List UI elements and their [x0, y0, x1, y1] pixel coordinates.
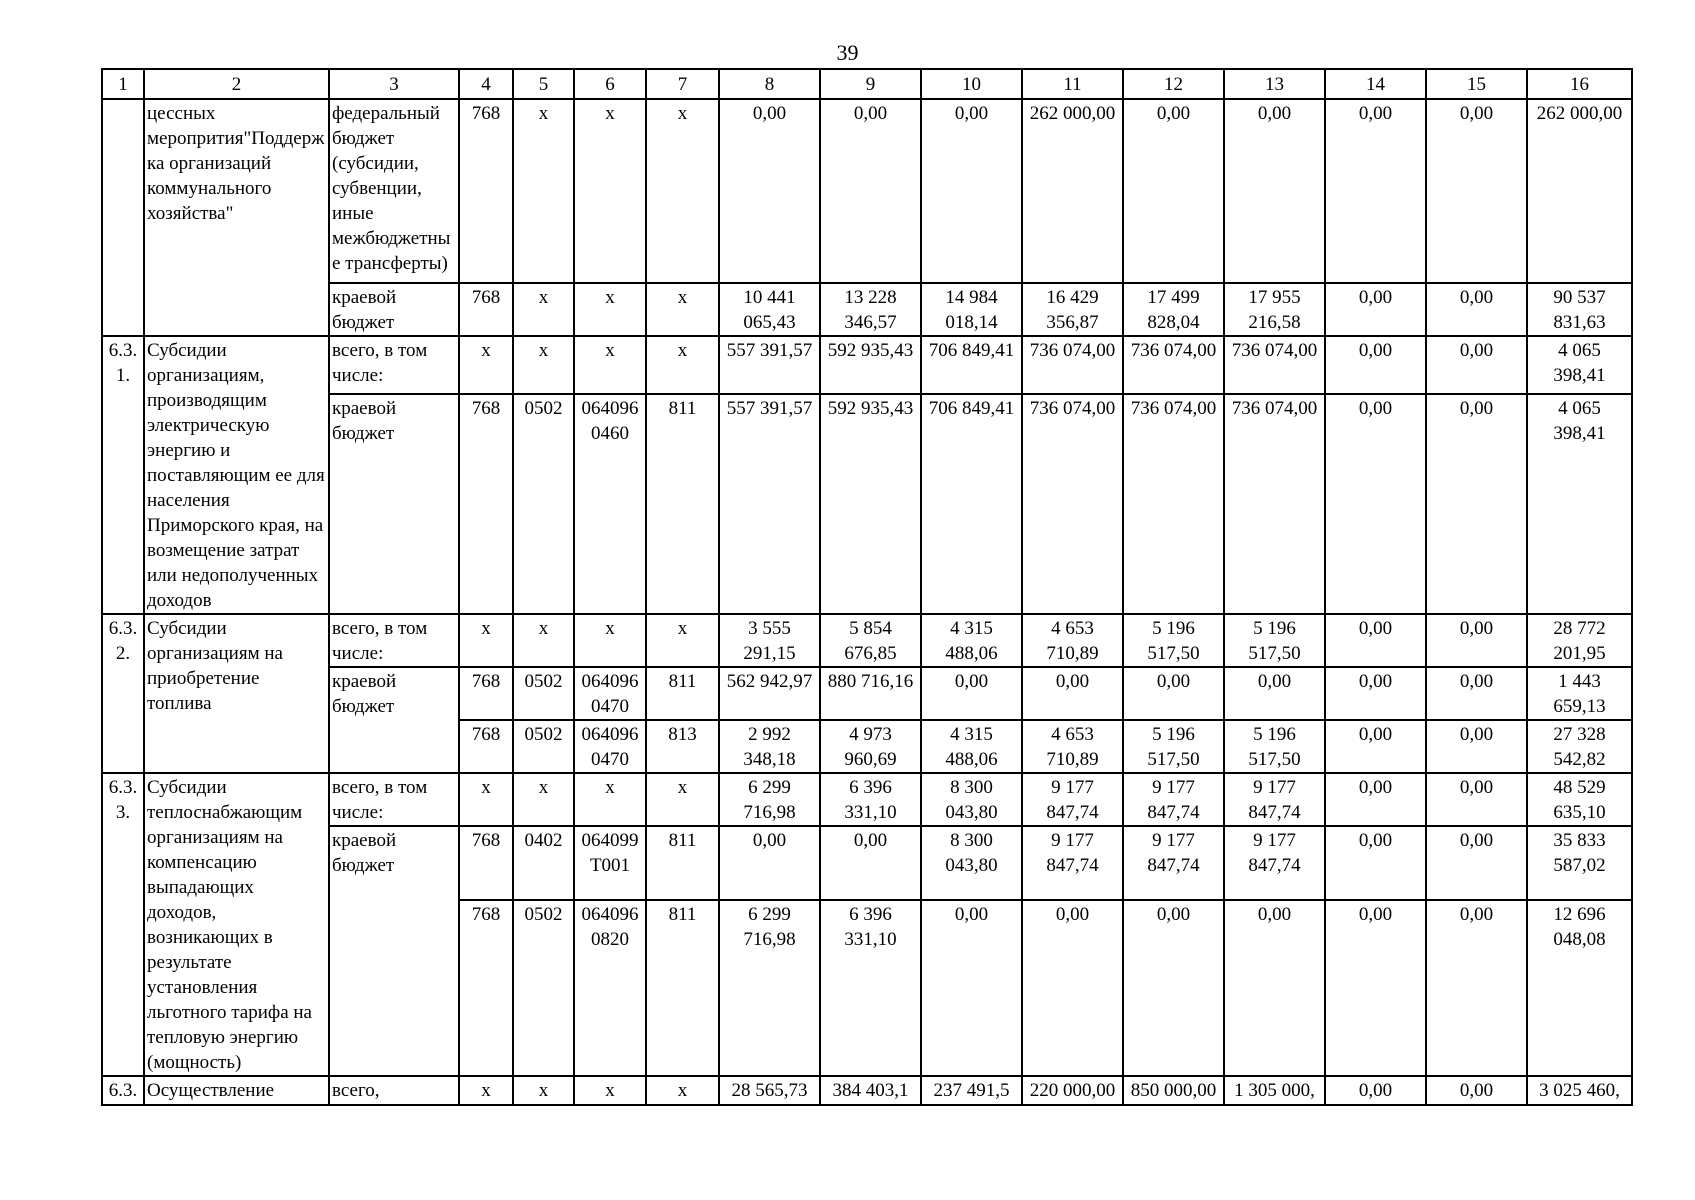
cell-c4: х [459, 336, 513, 394]
cell-c8: 3 555 291,15 [719, 614, 820, 667]
cell-c9: 4 973 960,69 [820, 720, 921, 773]
col-header: 1 [102, 69, 144, 99]
cell-c6: 0640960470 [574, 720, 646, 773]
cell-c9: 6 396 331,10 [820, 773, 921, 826]
col-header: 16 [1527, 69, 1632, 99]
cell-c5: х [513, 99, 574, 283]
cell-c15: 0,00 [1426, 336, 1527, 394]
cell-c11: 0,00 [1022, 900, 1123, 1076]
cell-c4: 768 [459, 667, 513, 720]
col-header: 3 [329, 69, 459, 99]
col-header: 10 [921, 69, 1022, 99]
cell-c15: 0,00 [1426, 900, 1527, 1076]
cell-c10: 4 315 488,06 [921, 614, 1022, 667]
cell-c13: 9 177 847,74 [1224, 826, 1325, 900]
cell-c14: 0,00 [1325, 336, 1426, 394]
table-row [102, 773, 1632, 826]
cell-c9: 0,00 [820, 99, 921, 283]
cell-c12: 736 074,00 [1123, 394, 1224, 614]
cell-c15: 0,00 [1426, 283, 1527, 336]
col-header: 12 [1123, 69, 1224, 99]
cell-c5: х [513, 614, 574, 667]
row-number-cell: 6.3. [102, 1076, 144, 1105]
cell-c13: 0,00 [1224, 99, 1325, 283]
cell-c4: х [459, 614, 513, 667]
cell-c8: 10 441 065,43 [719, 283, 820, 336]
cell-c8: 557 391,57 [719, 336, 820, 394]
table-row [102, 283, 1632, 336]
cell-c9: 592 935,43 [820, 336, 921, 394]
cell-c11: 9 177 847,74 [1022, 773, 1123, 826]
cell-c9: 592 935,43 [820, 394, 921, 614]
cell-c4: 768 [459, 394, 513, 614]
cell-c4: 768 [459, 900, 513, 1076]
measure-name-cell: Субсидии организациям на приобретение топлива [144, 614, 329, 773]
col-header: 5 [513, 69, 574, 99]
funding-source-cell: всего, в том числе: [329, 336, 459, 394]
cell-c12: 9 177 847,74 [1123, 826, 1224, 900]
cell-c12: 0,00 [1123, 900, 1224, 1076]
cell-c7: 811 [646, 900, 719, 1076]
cell-c9: 5 854 676,85 [820, 614, 921, 667]
measure-name-cell: цессных меропрития"Поддержка организаций коммунального хозяйства" [144, 99, 329, 336]
row-number-cell: 6.3.3. [102, 773, 144, 1076]
cell-c7: х [646, 283, 719, 336]
cell-c5: х [513, 283, 574, 336]
cell-c6: 0640960820 [574, 900, 646, 1076]
cell-c16: 12 696 048,08 [1527, 900, 1632, 1076]
column-number-header-row [102, 69, 1632, 99]
cell-c11: 0,00 [1022, 667, 1123, 720]
cell-c11: 736 074,00 [1022, 394, 1123, 614]
cell-c9: 384 403,1 [820, 1076, 921, 1105]
cell-c5: 0502 [513, 667, 574, 720]
table-row [102, 614, 1632, 667]
cell-c16: 4 065 398,41 [1527, 394, 1632, 614]
col-header: 2 [144, 69, 329, 99]
table-row [102, 336, 1632, 394]
cell-c12: 5 196 517,50 [1123, 614, 1224, 667]
measure-name-cell: Субсидии организациям, производящим электрическую энергию и поставляющим ее для населения Приморского края, на возмещение затрат или недополученных доходов [144, 336, 329, 614]
cell-c7: х [646, 614, 719, 667]
cell-c6: 0640960470 [574, 667, 646, 720]
cell-c16: 90 537 831,63 [1527, 283, 1632, 336]
col-header: 8 [719, 69, 820, 99]
cell-c5: 0502 [513, 720, 574, 773]
cell-c9: 0,00 [820, 826, 921, 900]
cell-c7: х [646, 773, 719, 826]
cell-c8: 0,00 [719, 99, 820, 283]
cell-c5: 0502 [513, 394, 574, 614]
cell-c13: 0,00 [1224, 900, 1325, 1076]
cell-c5: 0402 [513, 826, 574, 900]
col-header: 7 [646, 69, 719, 99]
cell-c7: х [646, 99, 719, 283]
funding-source-cell: всего, в том числе: [329, 614, 459, 667]
cell-c16: 27 328 542,82 [1527, 720, 1632, 773]
cell-c4: х [459, 773, 513, 826]
cell-c12: 0,00 [1123, 99, 1224, 283]
cell-c7: х [646, 336, 719, 394]
cell-c8: 2 992 348,18 [719, 720, 820, 773]
cell-c11: 16 429 356,87 [1022, 283, 1123, 336]
cell-c13: 5 196 517,50 [1224, 614, 1325, 667]
cell-c15: 0,00 [1426, 99, 1527, 283]
cell-c6: х [574, 99, 646, 283]
cell-c14: 0,00 [1325, 394, 1426, 614]
table-row [102, 394, 1632, 614]
cell-c9: 880 716,16 [820, 667, 921, 720]
cell-c10: 706 849,41 [921, 336, 1022, 394]
cell-c12: 850 000,00 [1123, 1076, 1224, 1105]
cell-c14: 0,00 [1325, 720, 1426, 773]
col-header: 14 [1325, 69, 1426, 99]
cell-c10: 237 491,5 [921, 1076, 1022, 1105]
cell-c12: 0,00 [1123, 667, 1224, 720]
cell-c5: х [513, 336, 574, 394]
cell-c14: 0,00 [1325, 826, 1426, 900]
measure-name-cell: Субсидии теплоснабжающим организациям на компенсацию выпадающих доходов, возникающих в результате установления льготного тарифа на тепловую энергию (мощность) [144, 773, 329, 1076]
cell-c10: 0,00 [921, 900, 1022, 1076]
cell-c4: 768 [459, 283, 513, 336]
cell-c5: х [513, 1076, 574, 1105]
col-header: 11 [1022, 69, 1123, 99]
funding-source-cell: федеральный бюджет (субсидии, субвенции, иные межбюджетные трансферты) [329, 99, 459, 283]
table-row [102, 1076, 1632, 1105]
cell-c14: 0,00 [1325, 773, 1426, 826]
cell-c13: 736 074,00 [1224, 336, 1325, 394]
cell-c15: 0,00 [1426, 720, 1527, 773]
cell-c16: 3 025 460, [1527, 1076, 1632, 1105]
col-header: 4 [459, 69, 513, 99]
cell-c9: 6 396 331,10 [820, 900, 921, 1076]
cell-c8: 0,00 [719, 826, 820, 900]
cell-c7: х [646, 1076, 719, 1105]
cell-c16: 35 833 587,02 [1527, 826, 1632, 900]
cell-c12: 9 177 847,74 [1123, 773, 1224, 826]
col-header: 9 [820, 69, 921, 99]
cell-c7: 811 [646, 667, 719, 720]
cell-c11: 4 653 710,89 [1022, 720, 1123, 773]
table-row [102, 99, 1632, 283]
cell-c4: х [459, 1076, 513, 1105]
cell-c5: 0502 [513, 900, 574, 1076]
cell-c16: 48 529 635,10 [1527, 773, 1632, 826]
cell-c10: 8 300 043,80 [921, 773, 1022, 826]
funding-source-cell: краевой бюджет [329, 667, 459, 773]
cell-c6: х [574, 773, 646, 826]
cell-c6: 064099Т001 [574, 826, 646, 900]
cell-c14: 0,00 [1325, 1076, 1426, 1105]
measure-name-cell: Осуществление [144, 1076, 329, 1105]
cell-c10: 0,00 [921, 99, 1022, 283]
col-header: 6 [574, 69, 646, 99]
cell-c6: х [574, 283, 646, 336]
cell-c11: 262 000,00 [1022, 99, 1123, 283]
cell-c4: 768 [459, 826, 513, 900]
cell-c16: 4 065 398,41 [1527, 336, 1632, 394]
cell-c15: 0,00 [1426, 394, 1527, 614]
cell-c13: 5 196 517,50 [1224, 720, 1325, 773]
cell-c10: 4 315 488,06 [921, 720, 1022, 773]
row-number-cell: 6.3.1. [102, 336, 144, 614]
cell-c8: 6 299 716,98 [719, 900, 820, 1076]
cell-c6: 0640960460 [574, 394, 646, 614]
cell-c4: 768 [459, 720, 513, 773]
page-number: 39 [836, 40, 859, 65]
cell-c16: 262 000,00 [1527, 99, 1632, 283]
col-header: 13 [1224, 69, 1325, 99]
cell-c15: 0,00 [1426, 826, 1527, 900]
funding-source-cell: краевой бюджет [329, 283, 459, 336]
cell-c13: 1 305 000, [1224, 1076, 1325, 1105]
funding-source-cell: краевой бюджет [329, 826, 459, 1076]
cell-c7: 811 [646, 394, 719, 614]
budget-table [101, 68, 1633, 1106]
cell-c8: 28 565,73 [719, 1076, 820, 1105]
cell-c4: 768 [459, 99, 513, 283]
cell-c10: 0,00 [921, 667, 1022, 720]
table-row [102, 826, 1632, 900]
cell-c6: х [574, 1076, 646, 1105]
cell-c15: 0,00 [1426, 667, 1527, 720]
cell-c7: 811 [646, 826, 719, 900]
cell-c16: 28 772 201,95 [1527, 614, 1632, 667]
cell-c6: х [574, 614, 646, 667]
row-number-cell: 6.3.2. [102, 614, 144, 773]
cell-c11: 9 177 847,74 [1022, 826, 1123, 900]
cell-c9: 13 228 346,57 [820, 283, 921, 336]
cell-c13: 736 074,00 [1224, 394, 1325, 614]
cell-c8: 6 299 716,98 [719, 773, 820, 826]
cell-c10: 706 849,41 [921, 394, 1022, 614]
cell-c15: 0,00 [1426, 773, 1527, 826]
cell-c14: 0,00 [1325, 614, 1426, 667]
table-row [102, 667, 1632, 720]
col-header: 15 [1426, 69, 1527, 99]
cell-c15: 0,00 [1426, 1076, 1527, 1105]
row-number-cell [102, 99, 144, 336]
cell-c12: 736 074,00 [1123, 336, 1224, 394]
funding-source-cell: всего, [329, 1076, 459, 1105]
cell-c11: 220 000,00 [1022, 1076, 1123, 1105]
cell-c14: 0,00 [1325, 667, 1426, 720]
cell-c11: 736 074,00 [1022, 336, 1123, 394]
cell-c8: 562 942,97 [719, 667, 820, 720]
cell-c14: 0,00 [1325, 99, 1426, 283]
funding-source-cell: всего, в том числе: [329, 773, 459, 826]
funding-source-cell: краевой бюджет [329, 394, 459, 614]
cell-c8: 557 391,57 [719, 394, 820, 614]
cell-c13: 17 955 216,58 [1224, 283, 1325, 336]
cell-c12: 5 196 517,50 [1123, 720, 1224, 773]
cell-c7: 813 [646, 720, 719, 773]
cell-c16: 1 443 659,13 [1527, 667, 1632, 720]
cell-c14: 0,00 [1325, 900, 1426, 1076]
cell-c14: 0,00 [1325, 283, 1426, 336]
cell-c10: 8 300 043,80 [921, 826, 1022, 900]
cell-c11: 4 653 710,89 [1022, 614, 1123, 667]
cell-c13: 9 177 847,74 [1224, 773, 1325, 826]
cell-c6: х [574, 336, 646, 394]
cell-c12: 17 499 828,04 [1123, 283, 1224, 336]
cell-c15: 0,00 [1426, 614, 1527, 667]
cell-c5: х [513, 773, 574, 826]
cell-c13: 0,00 [1224, 667, 1325, 720]
cell-c10: 14 984 018,14 [921, 283, 1022, 336]
